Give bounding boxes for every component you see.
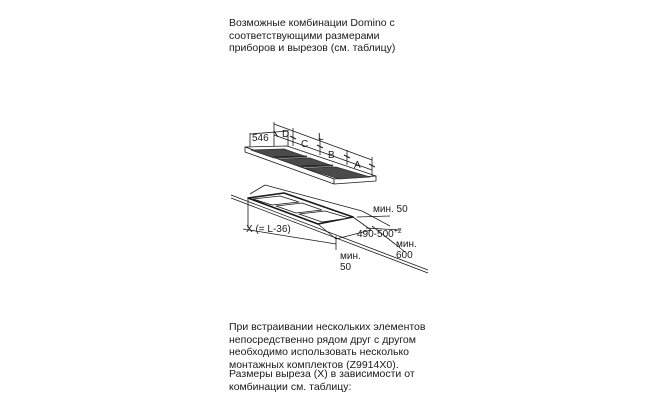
label-cutout-width: X (= L-36) [246, 224, 291, 235]
cutout-line: Размеры выреза (X) в зависимости от [229, 368, 415, 380]
label-min-side: мин. [340, 251, 361, 262]
label-d: D [282, 129, 290, 140]
label-b: B [328, 150, 335, 161]
cutout-size-note [229, 368, 415, 393]
label-depth-546: 546 [252, 133, 269, 144]
note-line: необходимо использовать несколько [229, 346, 410, 359]
label-cutout-depth: $490-500^{+2}$ [357, 228, 402, 240]
intro-line: приборов и вырезов (см. таблицу) [229, 42, 396, 55]
label-c: C [301, 139, 309, 150]
label-min-50-back: мин. 50 [373, 204, 408, 215]
intro-line: Возможные комбинации Domino с [229, 17, 395, 29]
intro-line: соответствующими размерами [229, 29, 380, 42]
label-a: A [354, 160, 361, 171]
note-line: непосредственно рядом друг с другом [229, 333, 416, 346]
note-line: При встраивании нескольких элементов [229, 321, 426, 333]
label-l: L [318, 132, 324, 143]
note-line: монтажных комплектов (Z9914X0). [229, 358, 399, 371]
label-50: 50 [340, 262, 352, 273]
cutout-line: комбинации см. таблицу: [229, 380, 352, 393]
label-min-front: мин. [396, 239, 417, 250]
installation-note [229, 321, 425, 371]
label-600: 600 [396, 250, 413, 261]
